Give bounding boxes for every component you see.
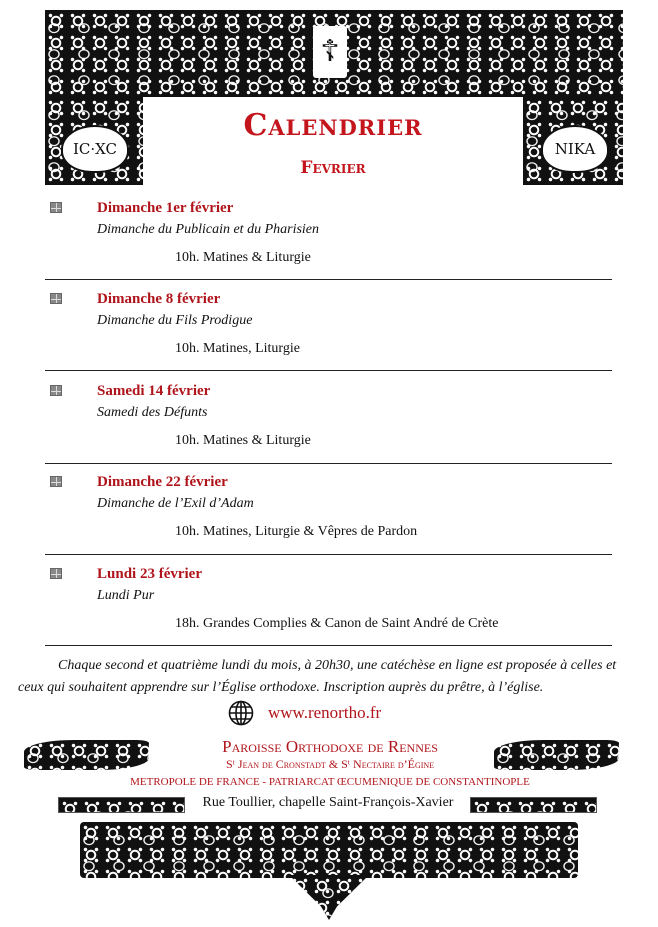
parish-name: Paroisse Orthodoxe de Rennes xyxy=(222,737,438,756)
calendar-icon xyxy=(50,385,62,396)
entry-time: 18h. Grandes Complies & Canon de Saint André de Crète xyxy=(175,616,499,631)
entry-time: 10h. Matines & Liturgie xyxy=(175,433,311,448)
calendar-icon xyxy=(50,476,62,487)
left-band-ornament xyxy=(58,797,185,813)
calendar-entry xyxy=(45,196,612,280)
medallion-nika: NIKA xyxy=(541,125,609,173)
ornament-left xyxy=(45,97,143,185)
right-flourish-ornament xyxy=(494,740,619,770)
entry-time: 10h. Matines & Liturgie xyxy=(175,250,311,265)
calendar-icon xyxy=(50,293,62,304)
calendar-entry xyxy=(45,287,612,371)
bottom-ornament xyxy=(80,822,578,878)
website-row xyxy=(228,700,381,726)
calendar-icon xyxy=(50,568,62,579)
month-title: Fevrier xyxy=(300,158,366,178)
calendar-icon xyxy=(50,202,62,213)
entry-time: 10h. Matines, Liturgie xyxy=(175,341,300,356)
page-title: Calendrier xyxy=(243,108,423,143)
medallion-icxc: IC·XC xyxy=(61,125,129,173)
entry-time: 10h. Matines, Liturgie & Vêpres de Pardon xyxy=(175,524,418,539)
globe-icon xyxy=(228,700,254,726)
parish-saints: Sᵗ Jean de Cronstadt & Sᵗ Nectaire d’Égine xyxy=(225,757,435,771)
entry-date: Dimanche 8 février xyxy=(97,291,221,307)
bottom-ornament-pendant xyxy=(289,875,369,920)
left-flourish-ornament xyxy=(24,740,149,770)
entry-date: Samedi 14 février xyxy=(97,383,211,399)
right-band-ornament xyxy=(470,797,597,813)
entry-feast: Lundi Pur xyxy=(97,588,155,603)
entry-date: Dimanche 22 février xyxy=(97,474,228,490)
entry-date: Dimanche 1er février xyxy=(97,200,234,216)
entry-feast: Samedi des Défunts xyxy=(97,405,208,420)
ornament-right xyxy=(523,97,623,185)
calendar-entry xyxy=(45,379,612,464)
address: Rue Toullier, chapelle Saint-François-Xavier xyxy=(202,795,454,810)
orthodox-cross-icon: ☦ xyxy=(313,26,347,78)
entry-feast: Dimanche du Publicain et du Pharisien xyxy=(97,222,320,237)
calendar-entry xyxy=(45,562,612,646)
entry-date: Lundi 23 février xyxy=(97,566,202,582)
catechesis-note: Chaque second et quatrième lundi du mois, à 20h30, une catéchèse en ligne est proposée à celles et ceux qui souhaitent apprendre sur l’Église orthodoxe. Inscription auprès du prêtre, à l’église. xyxy=(18,658,617,695)
entry-feast: Dimanche du Fils Prodigue xyxy=(97,313,253,328)
metropole-line: METROPOLE DE FRANCE - PATRIARCAT ŒCUMENIQUE DE CONSTANTINOPLE xyxy=(130,776,530,788)
calendar-entry xyxy=(45,470,612,555)
website-link[interactable]: www.renortho.fr xyxy=(268,703,382,722)
entry-feast: Dimanche de l’Exil d’Adam xyxy=(97,496,254,511)
